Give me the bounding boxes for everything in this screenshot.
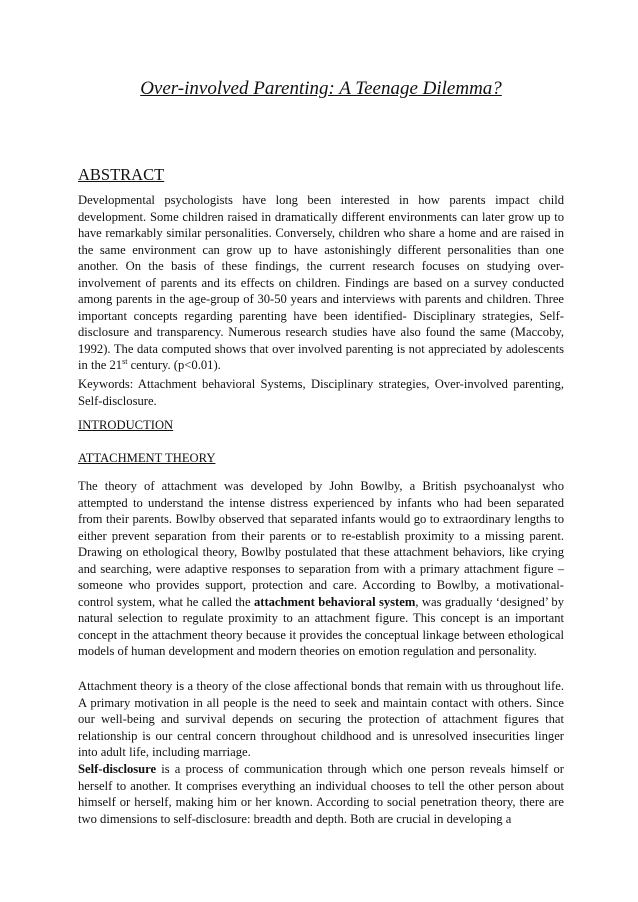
abstract-body-end: century. (p<0.01).	[127, 358, 221, 373]
attachment-text: The theory of attachment was developed by John Bowlby, a British psychoanalyst who attempted to understand the intense distress experienced by infants who had been separated from their parents. Bowlby observed that separated infants would go to extraordinary lengths to either prevent separation from their parents or to re-establish proximity to a missing parent. Drawing on ethological theory, Bowlby postulated that these attachment behaviors, like crying and searching, were adaptive responses to separation from with a primary attachment figure – someone who provides support, protection and care. According to Bowlby, a motivational-control system, what he called the	[78, 479, 564, 609]
attachment-bold-term: attachment behavioral system	[253, 594, 416, 609]
self-disclosure-term: Self-disclosure	[78, 762, 157, 776]
abstract-superscript: st	[122, 357, 128, 367]
self-disclosure-text: is a process of communication through which one person reveals himself or herself to another. It comprises everything an individual chooses to tell the other person about himself or herself, making him or her known. According to social penetration theory, there are two dimensions to self-disclosure: breadth and depth. Both are crucial in developing a	[78, 762, 564, 826]
abstract-text	[78, 192, 564, 374]
introduction-heading: INTRODUCTION	[78, 418, 174, 432]
keywords: Keywords: Attachment behavioral Systems, Disciplinary strategies, Over-involved parenting, Self-disclosure.	[78, 377, 564, 408]
attachment-paragraph	[78, 478, 564, 660]
abstract-heading: ABSTRACT	[78, 165, 165, 184]
attachment-theory-heading: ATTACHMENT THEORY	[78, 451, 216, 465]
attachment-text-end: , was gradually ‘designed’ by natural selection to regulate proximity to an attachment figure. This concept is an important concept in the attachment theory because it provides the conceptual linkage between ethological models of human development and modern theories on emotion regulation and personality.	[78, 594, 565, 659]
attachment-paragraph-2: Attachment theory is a theory of the close affectional bonds that remain with us throughout life. A primary motivation in all people is the need to seek and maintain contact with others. Since our well-being and survival depends on securing the protection of attachment figures that relationship is our central concern throughout childhood and is unresolved insecurities linger into adult life, including marriage.	[78, 679, 564, 760]
paper-title: Over-involved Parenting: A Teenage Dilemma?	[140, 78, 502, 99]
abstract-body: Developmental psychologists have long been interested in how parents impact child development. Some children raised in dramatically different environments can later grow up to have remarkably similar personalities. Conversely, children who share a home and are raised in the same environment can grow up to have astonishingly different personalities than one another. On the basis of these findings, the current research focuses on studying over-involvement of parents and its effects on children. Findings are based on a survey conducted among parents in the age-group of 30-50 years and interviews with parents and children. Three important concepts regarding parenting have been identified- Disciplinary strategies, Self-disclosure and transparency. Numerous research studies have also found the same (Maccoby, 1992). The data computed shows that over involved parenting is not appreciated by adolescents in the 21	[78, 193, 564, 373]
self-disclosure-paragraph	[78, 761, 564, 827]
